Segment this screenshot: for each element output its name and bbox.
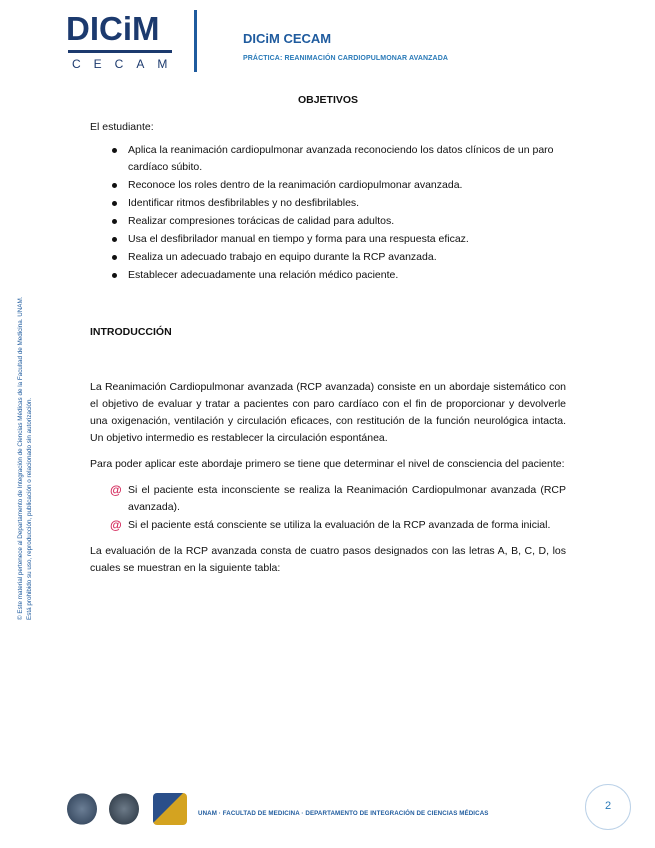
objetivos-list: [90, 142, 566, 284]
unam-seal-icon: [67, 793, 97, 825]
introduccion-paragraph-2: Para poder aplicar este abordaje primero se tiene que determinar el nivel de consciencia del paciente:: [90, 458, 565, 470]
side-copyright-line1: © Este material pertenece al Departamento de Integración de Ciencias Médicas de la Facultad de Medicina. UNAM.: [17, 296, 24, 620]
introduccion-paragraph-1: La Reanimación Cardiopulmonar avanzada (RCP avanzada) consiste en un abordaje sistemático con el objetivo de evaluar y tratar a pacientes con paro cardíaco con el fin de proporcionar y devolverle una oxigenación, ventilación y circulación eficaces, con restitución de la función neurológica intacta. Un objetivo intermedio es restablecer la circulación espontánea.: [90, 381, 566, 444]
swirl-bullet-icon: @: [110, 518, 122, 532]
dicim-emblem-icon: [153, 793, 187, 825]
list-item: Identificar ritmos desfibrilables y no desfibrilables.: [112, 195, 566, 212]
list-item: Aplica la reanimación cardiopulmonar avanzada reconociendo los datos clínicos de un paro cardíaco súbito.: [112, 142, 566, 176]
objetivos-intro: El estudiante:: [90, 121, 154, 133]
consciencia-list: [90, 482, 566, 534]
dicim-cecam-logo: [66, 10, 181, 71]
list-item: [110, 517, 566, 534]
introduccion-paragraph-3: La evaluación de la RCP avanzada consta de cuatro pasos designados con las letras A, B, C, D, los cuales se muestran en la siguiente tabla:: [90, 545, 566, 574]
list-item-text: Si el paciente esta inconsciente se realiza la Reanimación Cardiopulmonar avanzada (RCP avanzada).: [128, 484, 566, 513]
footer-logos: [67, 793, 187, 829]
list-item: Realizar compresiones torácicas de calidad para adultos.: [112, 213, 566, 230]
logo-cecam-text: CECAM: [72, 57, 181, 71]
list-item: Reconoce los roles dentro de la reanimación cardiopulmonar avanzada.: [112, 177, 566, 194]
list-item: [110, 482, 566, 516]
page-number: 2: [585, 784, 631, 830]
list-item: Usa el desfibrilador manual en tiempo y forma para una respuesta eficaz.: [112, 231, 566, 248]
header-divider: [194, 10, 197, 72]
list-item: Establecer adecuadamente una relación médico paciente.: [112, 267, 566, 284]
objetivos-title: OBJETIVOS: [297, 94, 359, 106]
side-copyright-line2: Está prohibido su uso, reproducción, publicación o relacionado sin autorización.: [26, 397, 33, 620]
list-item: Realiza un adecuado trabajo en equipo durante la RCP avanzada.: [112, 249, 566, 266]
footer-text: UNAM · FACULTAD DE MEDICINA · DEPARTAMENTO DE INTEGRACIÓN DE CIENCIAS MÉDICAS: [198, 810, 489, 817]
introduccion-title: INTRODUCCIÓN: [90, 326, 172, 338]
facultad-medicina-seal-icon: [109, 793, 139, 825]
logo-underline: [68, 50, 172, 53]
swirl-bullet-icon: @: [110, 483, 122, 497]
header-subtitle: PRÁCTICA: REANIMACIÓN CARDIOPULMONAR AVANZADA: [243, 55, 449, 62]
logo-dicim-text: DICiM: [66, 10, 160, 47]
side-copyright: [16, 210, 56, 620]
header-title: DICiM CECAM: [243, 31, 332, 46]
document-body: [90, 92, 566, 586]
list-item-text: Si el paciente está consciente se utiliza la evaluación de la RCP avanzada de forma inicial.: [128, 519, 551, 531]
